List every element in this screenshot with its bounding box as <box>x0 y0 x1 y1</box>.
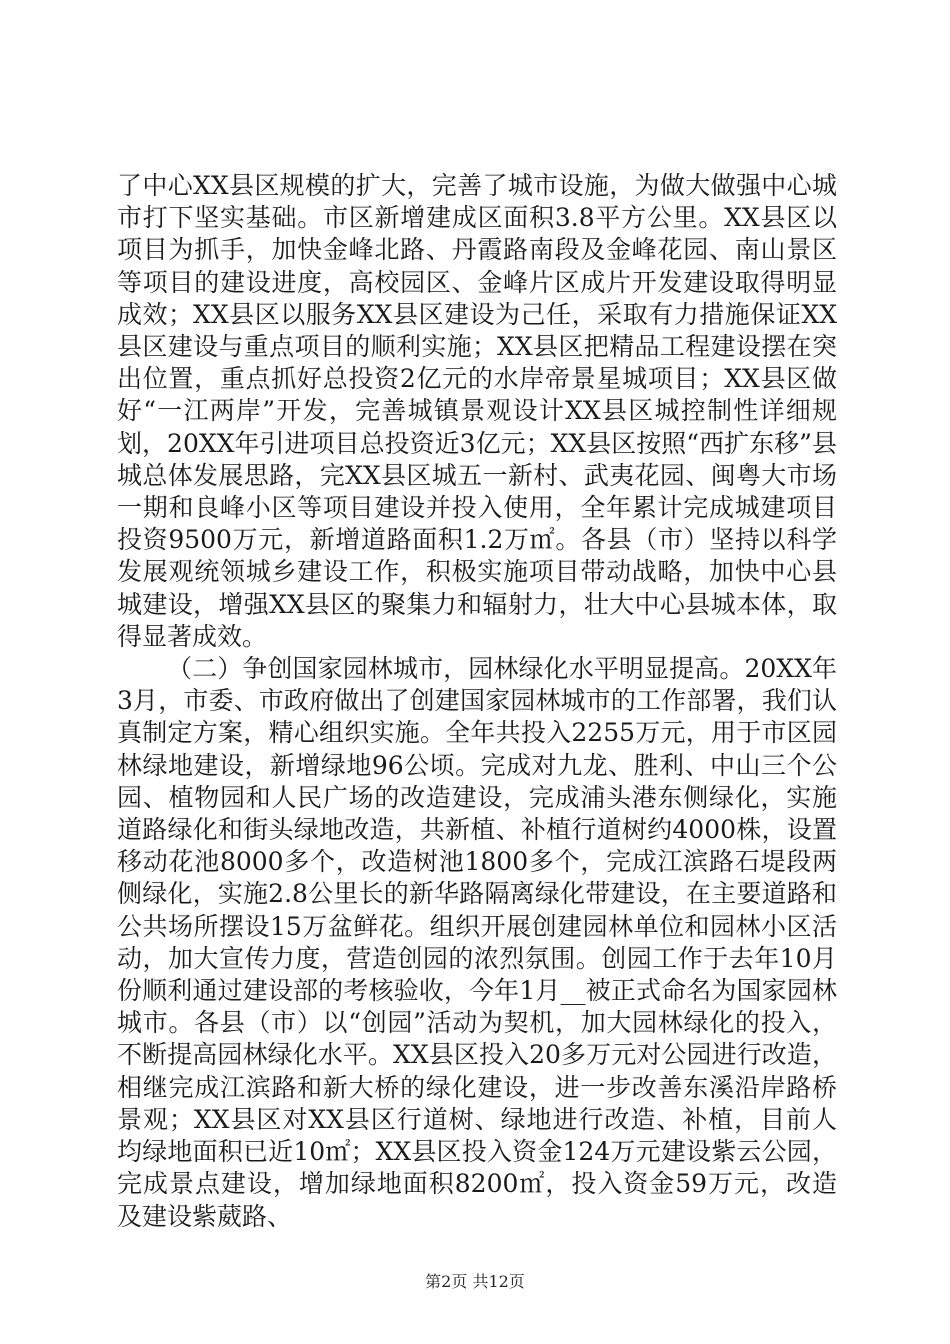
page-footer: 第2页 共12页 <box>425 1272 525 1291</box>
paragraph-garden-city: （二）争创国家园林城市，园林绿化水平明显提高。20XX年3月，市委、市政府做出了创建国家园林城市的工作部署，我们认真制定方案，精心组织实施。全年共投入2255万元，用于市区园林绿地建设，新增绿地96公顷。完成对九龙、胜利、中山三个公园、植物园和人民广场的改造建设，完成浦头港东侧绿化，实施道路绿化和街头绿地改造，共新植、补植行道树约4000株，设置移动花池8000多个，改造树池1800多个，完成江滨路石堤段两侧绿化，实施2.8公里长的新华路隔离绿化带建设，在主要道路和公共场所摆设15万盆鲜花。组织开展创建园林单位和园林小区活动，加大宣传力度，营造创园的浓烈氛围。创园工作于去年10月份顺利通过建设部的考核验收，今年1月__被正式命名为国家园林城市。各县（市）以“创园”活动为契机，加大园林绿化的投入，不断提高园林绿化水平。XX县区投入20多万元对公园进行改造，相继完成江滨路和新大桥的绿化建设，进一步改善东溪沿岸路桥景观；XX县区对XX县区行道树、绿地进行改造、补植，目前人均绿地面积已近10㎡；XX县区投入资金124万元建设紫云公园，完成景点建设，增加绿地面积8200㎡，投入资金59万元，改造及建设紫葳路、 <box>117 654 837 1231</box>
document-body <box>117 170 837 1233</box>
paragraph-urban-construction: 了中心XX县区规模的扩大，完善了城市设施，为做大做强中心城市打下坚实基础。市区新增建成区面积3.8平方公里。XX县区以项目为抓手，加快金峰北路、丹霞路南段及金峰花园、南山景区等项目的建设进度，高校园区、金峰片区成片开发建设取得明显成效；XX县区以服务XX县区建设为己任，采取有力措施保证XX县区建设与重点项目的顺利实施；XX县区把精品工程建设摆在突出位置，重点抓好总投资2亿元的水岸帝景星城项目；XX县区做好“一江两岸”开发，完善城镇景观设计XX县区城控制性详细规划，20XX年引进项目总投资近3亿元；XX县区按照“西扩东移”县城总体发展思路，完XX县区城五一新村、武夷花园、闽粤大市场一期和良峰小区等项目建设并投入使用，全年累计完成城建项目投资9500万元，新增道路面积1.2万㎡。各县（市）坚持以科学发展观统领城乡建设工作，积极实施项目带动战略，加快中心县城建设，增强XX县区的聚集力和辐射力，壮大中心县城本体，取得显著成效。 <box>117 171 837 651</box>
